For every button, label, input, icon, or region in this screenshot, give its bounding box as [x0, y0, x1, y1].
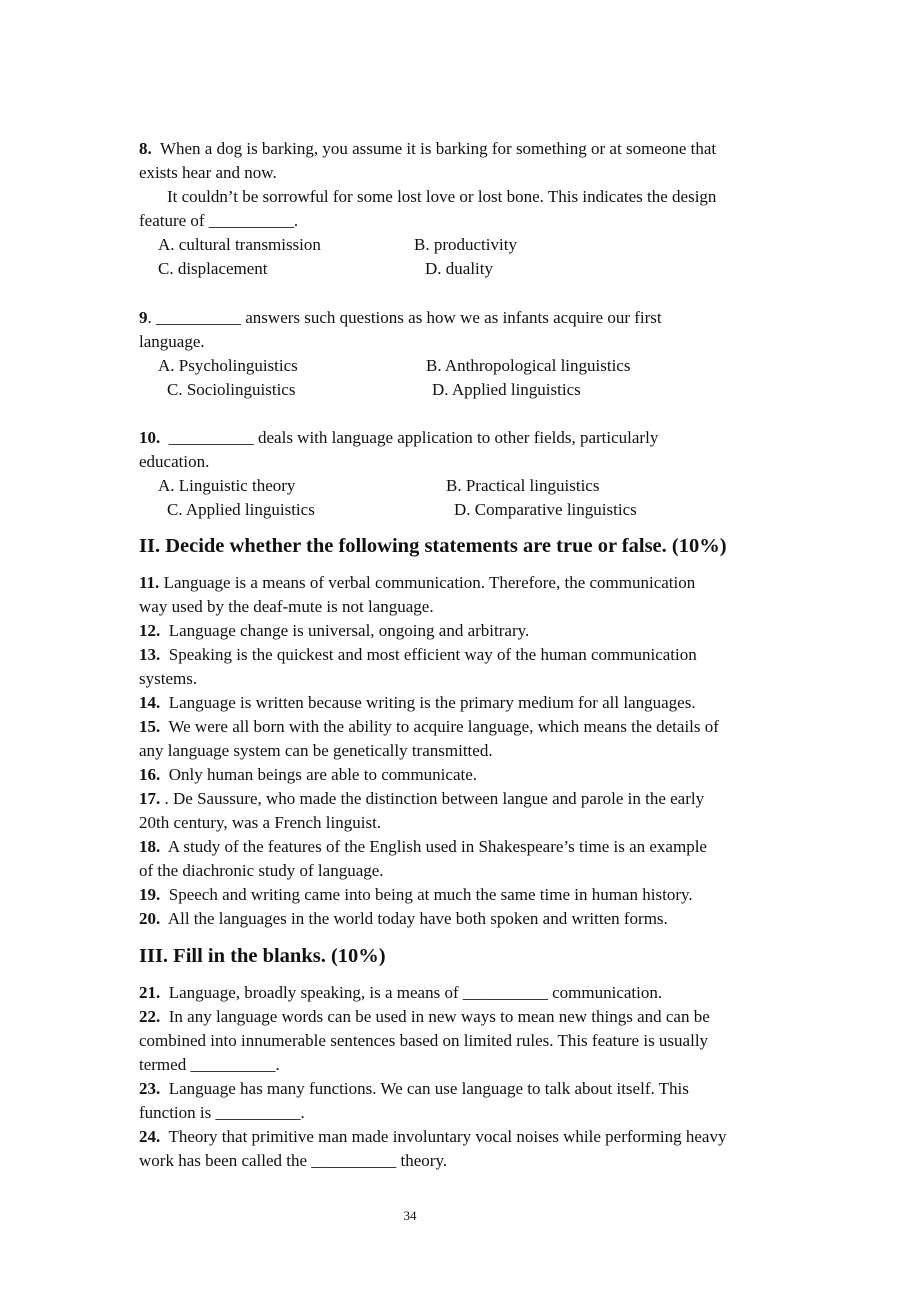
blank-22-line-2: combined into innumerable sentences based on limited rules. This feature is usually	[139, 1031, 709, 1050]
blank-22-line-3: termed __________.	[139, 1055, 280, 1074]
question-number: 12.	[139, 621, 161, 640]
question-10-option-b: B. Practical linguistics	[446, 476, 600, 495]
question-10-option-d: D. Comparative linguistics	[454, 500, 637, 519]
question-10-option-a: A. Linguistic theory	[158, 476, 296, 495]
blank-23-line-1: 23. Language has many functions. We can use language to talk about itself. This	[139, 1079, 689, 1098]
statement-18-line-2: of the diachronic study of language.	[139, 861, 384, 880]
question-number: 21.	[139, 983, 161, 1002]
page-number: 34	[403, 1208, 417, 1223]
section-2-heading: II. Decide whether the following statements are true or false. (10%)	[139, 535, 727, 557]
question-10-option-c: C. Applied linguistics	[167, 500, 315, 519]
question-9-line-2: language.	[139, 332, 205, 351]
statement-18-line-1: 18. A study of the features of the English used in Shakespeare’s time is an example	[139, 837, 707, 856]
statement-19-line-1: 19. Speech and writing came into being at much the same time in human history.	[139, 885, 693, 904]
statement-20-line-1: 20. All the languages in the world today have both spoken and written forms.	[139, 909, 668, 928]
question-8-line-1: 8. When a dog is barking, you assume it is barking for something or at someone that	[139, 139, 717, 158]
question-number: 23.	[139, 1079, 161, 1098]
question-9-option-a: A. Psycholinguistics	[158, 356, 298, 375]
question-8-line-4: feature of __________.	[139, 211, 299, 230]
question-9-line-1: 9. __________ answers such questions as how we as infants acquire our first	[139, 308, 662, 327]
question-9-option-d: D. Applied linguistics	[432, 380, 581, 399]
question-8-line-3: It couldn’t be sorrowful for some lost love or lost bone. This indicates the design	[167, 187, 717, 206]
blank-21-line-1: 21. Language, broadly speaking, is a means of __________ communication.	[139, 983, 663, 1002]
statement-17-line-2: 20th century, was a French linguist.	[139, 813, 382, 832]
statement-16-line-1: 16. Only human beings are able to communicate.	[139, 765, 478, 784]
question-number: 24.	[139, 1127, 161, 1146]
question-9-option-c: C. Sociolinguistics	[167, 380, 296, 399]
question-8-option-b: B. productivity	[414, 235, 517, 254]
question-number: 9	[139, 308, 148, 327]
question-number: 8.	[139, 139, 152, 158]
statement-15-line-1: 15. We were all born with the ability to acquire language, which means the details of	[139, 717, 719, 736]
statement-15-line-2: any language system can be genetically transmitted.	[139, 741, 493, 760]
section-3-heading: III. Fill in the blanks. (10%)	[139, 945, 386, 967]
statement-14-line-1: 14. Language is written because writing is the primary medium for all languages.	[139, 693, 696, 712]
question-number: 18.	[139, 837, 161, 856]
question-8-line-2: exists hear and now.	[139, 163, 277, 182]
question-number: 20.	[139, 909, 161, 928]
question-number: 13.	[139, 645, 161, 664]
statement-13-line-1: 13. Speaking is the quickest and most efficient way of the human communication	[139, 645, 697, 664]
statement-11-line-2: way used by the deaf-mute is not language.	[139, 597, 434, 616]
statement-12-line-1: 12. Language change is universal, ongoing and arbitrary.	[139, 621, 530, 640]
blank-24-line-2: work has been called the __________ theory.	[139, 1151, 448, 1170]
question-8-option-a: A. cultural transmission	[158, 235, 321, 254]
question-9-option-b: B. Anthropological linguistics	[426, 356, 631, 375]
blank-23-line-2: function is __________.	[139, 1103, 305, 1122]
statement-13-line-2: systems.	[139, 669, 198, 688]
statement-11-line-1: 11. Language is a means of verbal communication. Therefore, the communication	[139, 573, 696, 592]
question-8-option-c: C. displacement	[158, 259, 268, 278]
blank-22-line-1: 22. In any language words can be used in new ways to mean new things and can be	[139, 1007, 710, 1026]
question-number: 14.	[139, 693, 161, 712]
blank-24-line-1: 24. Theory that primitive man made involuntary vocal noises while performing heavy	[139, 1127, 727, 1146]
question-8-option-d: D. duality	[425, 259, 493, 278]
question-number: 16.	[139, 765, 161, 784]
question-number: 11.	[139, 573, 160, 592]
question-number: 17.	[139, 789, 161, 808]
question-number: 15.	[139, 717, 161, 736]
question-number: 10.	[139, 428, 161, 447]
question-number: 22.	[139, 1007, 161, 1026]
statement-17-line-1: 17. . De Saussure, who made the distinction between langue and parole in the early	[139, 789, 705, 808]
question-10-line-1: 10. __________ deals with language application to other fields, particularly	[139, 428, 659, 447]
question-10-line-2: education.	[139, 452, 210, 471]
question-number: 19.	[139, 885, 161, 904]
